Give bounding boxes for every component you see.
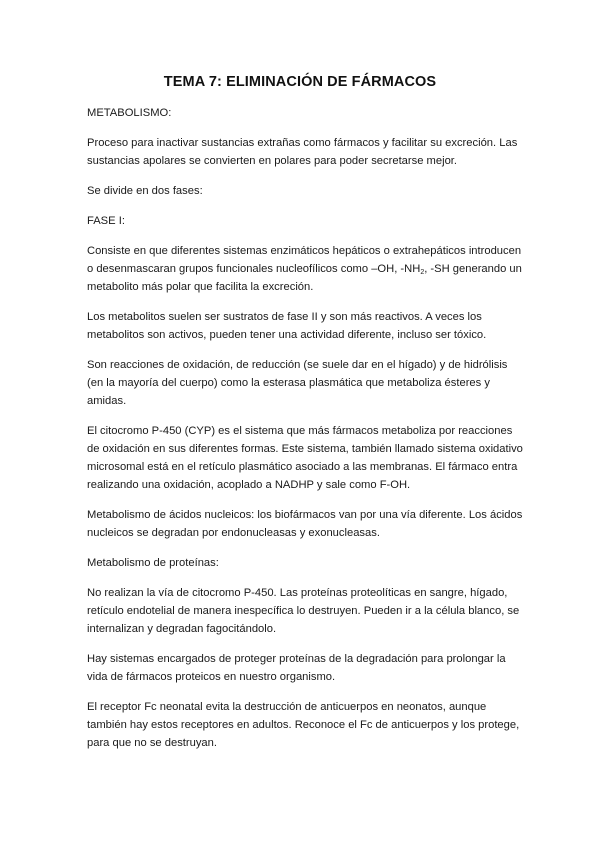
metabolismo-heading: METABOLISMO: bbox=[87, 107, 172, 119]
proteinas-paragraph-3: El receptor Fc neonatal evita la destrucción de anticuerpos en neonatos, aunque también hay estos receptores en adultos. Reconoce el Fc de anticuerpos y los protege, para que no se destruyan. bbox=[87, 701, 520, 749]
proteinas-paragraph-2: Hay sistemas encargados de proteger proteínas de la degradación para prolongar la vida de fármacos proteicos en nuestro organismo. bbox=[87, 653, 506, 683]
fase1-paragraph-3: Son reacciones de oxidación, de reducción (se suele dar en el hígado) y de hidrólisis (en la mayoría del cuerpo) como la esterasa plasmática que metaboliza ésteres y amidas. bbox=[87, 359, 508, 407]
proteinas-paragraph-1: No realizan la vía de citocromo P-450. Las proteínas proteolíticas en sangre, hígado, retículo endotelial de manera inespecífica lo destruyen. Pueden ir a la célula blanco, se internalizan y degradan fagocitándolo. bbox=[87, 587, 520, 635]
fase1-paragraph-4: El citocromo P-450 (CYP) es el sistema que más fármacos metaboliza por reacciones de oxidación en sus diferentes formas. Este sistema, también llamado sistema oxidativo microsomal está en el retículo plasmático asociado a las membranas. El fármaco entra realizando una oxidación, acoplado a NADHP y sale como F-OH. bbox=[87, 425, 523, 491]
document-body bbox=[87, 104, 525, 764]
fase1-paragraph-2: Los metabolitos suelen ser sustratos de fase II y son más reactivos. A veces los metabolitos son activos, pueden tener una actividad diferente, incluso ser tóxico. bbox=[87, 311, 487, 341]
fase1-p1-text-a: Consiste en que diferentes sistemas enzimáticos hepáticos o extrahepáticos introducen o desenmascaran grupos funcionales nucleofílicos como –OH, -NH bbox=[87, 245, 522, 275]
fase1-p1-text-b: , -SH generando un metabolito más polar que facilita la excreción. bbox=[87, 263, 522, 293]
fase1-heading: FASE I: bbox=[87, 215, 125, 227]
intro-paragraph: Proceso para inactivar sustancias extrañas como fármacos y facilitar su excreción. Las sustancias apolares se convierten en polares para poder secretarse mejor. bbox=[87, 137, 518, 167]
acidos-nucleicos-paragraph: Metabolismo de ácidos nucleicos: los biofármacos van por una vía diferente. Los ácidos nucleicos se degradan por endonucleasas y exonucleasas. bbox=[87, 509, 523, 539]
proteinas-heading: Metabolismo de proteínas: bbox=[87, 557, 219, 569]
page-title: TEMA 7: ELIMINACIÓN DE FÁRMACOS bbox=[163, 74, 437, 90]
fase1-p1-subscript: 2 bbox=[420, 269, 425, 276]
phases-intro: Se divide en dos fases: bbox=[87, 185, 203, 197]
fase1-paragraph-1 bbox=[87, 242, 525, 296]
